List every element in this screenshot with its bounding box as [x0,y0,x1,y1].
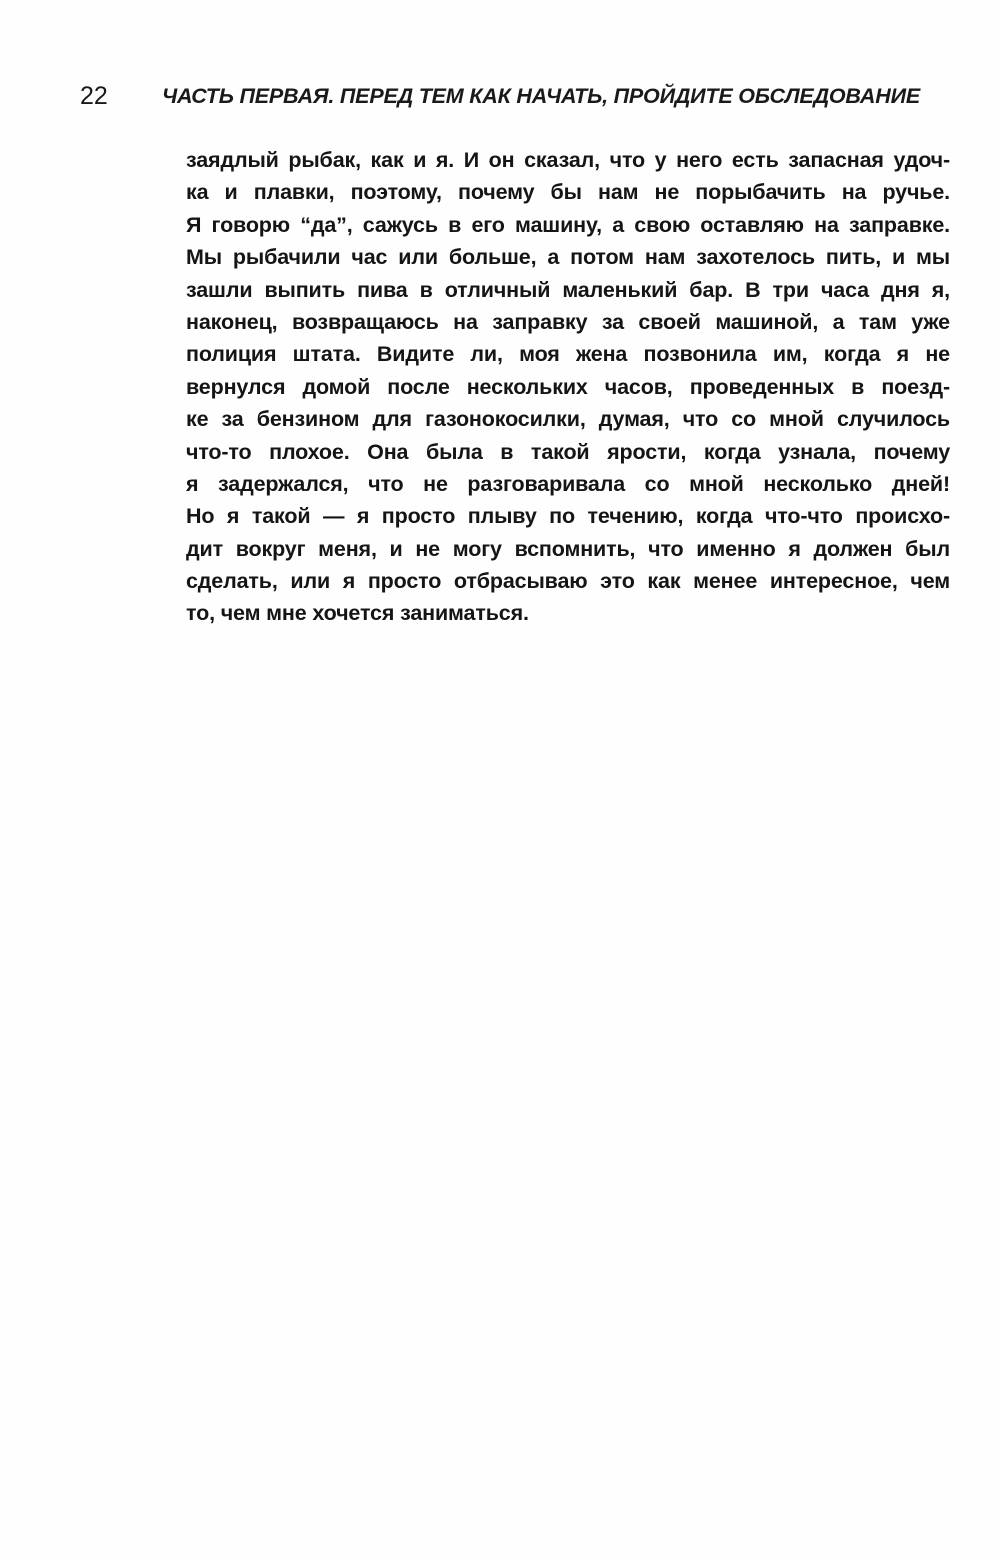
page-number: 22 [80,82,108,110]
text-line: то, чем мне хочется заниматься. [186,601,529,626]
running-head: ЧАСТЬ ПЕРВАЯ. ПЕРЕД ТЕМ КАК НАЧАТЬ, ПРОЙДИТЕ ОБСЛЕДОВАНИЕ [162,84,920,108]
text-line: полиция штата. Видите ли, моя жена позвонила им, когда я не [186,342,950,367]
text-line: сделать, или я просто отбрасываю это как менее интересное, чем [186,569,950,594]
text-line: дит вокруг меня, и не могу вспомнить, что именно я должен был [186,536,950,561]
text-line: заядлый рыбак, как и я. И он сказал, что у него есть запасная удоч- [186,148,950,172]
text-line: Я говорю “да”, сажусь в его машину, а свою оставляю на заправке. [186,212,950,237]
text-line: ка и плавки, поэтому, почему бы нам не порыбачить на ручье. [186,180,950,205]
text-line: зашли выпить пива в отличный маленький бар. В три часа дня я, [186,277,950,302]
body-paragraph [186,144,950,630]
text-line: Но я такой — я просто плыву по течению, когда что-что происхо- [186,504,950,529]
text-line: что-то плохое. Она была в такой ярости, когда узнала, почему [186,439,950,464]
text-line: я задержался, что не разговаривала со мной несколько дней! [186,471,950,496]
text-line: вернулся домой после нескольких часов, проведенных в поезд- [186,374,950,399]
page-header [80,78,920,114]
text-line: Мы рыбачили час или больше, а потом нам захотелось пить, и мы [186,245,950,270]
text-line: ке за бензином для газонокосилки, думая, что со мной случилось [186,407,950,432]
text-line: наконец, возвращаюсь на заправку за своей машиной, а там уже [186,309,950,334]
